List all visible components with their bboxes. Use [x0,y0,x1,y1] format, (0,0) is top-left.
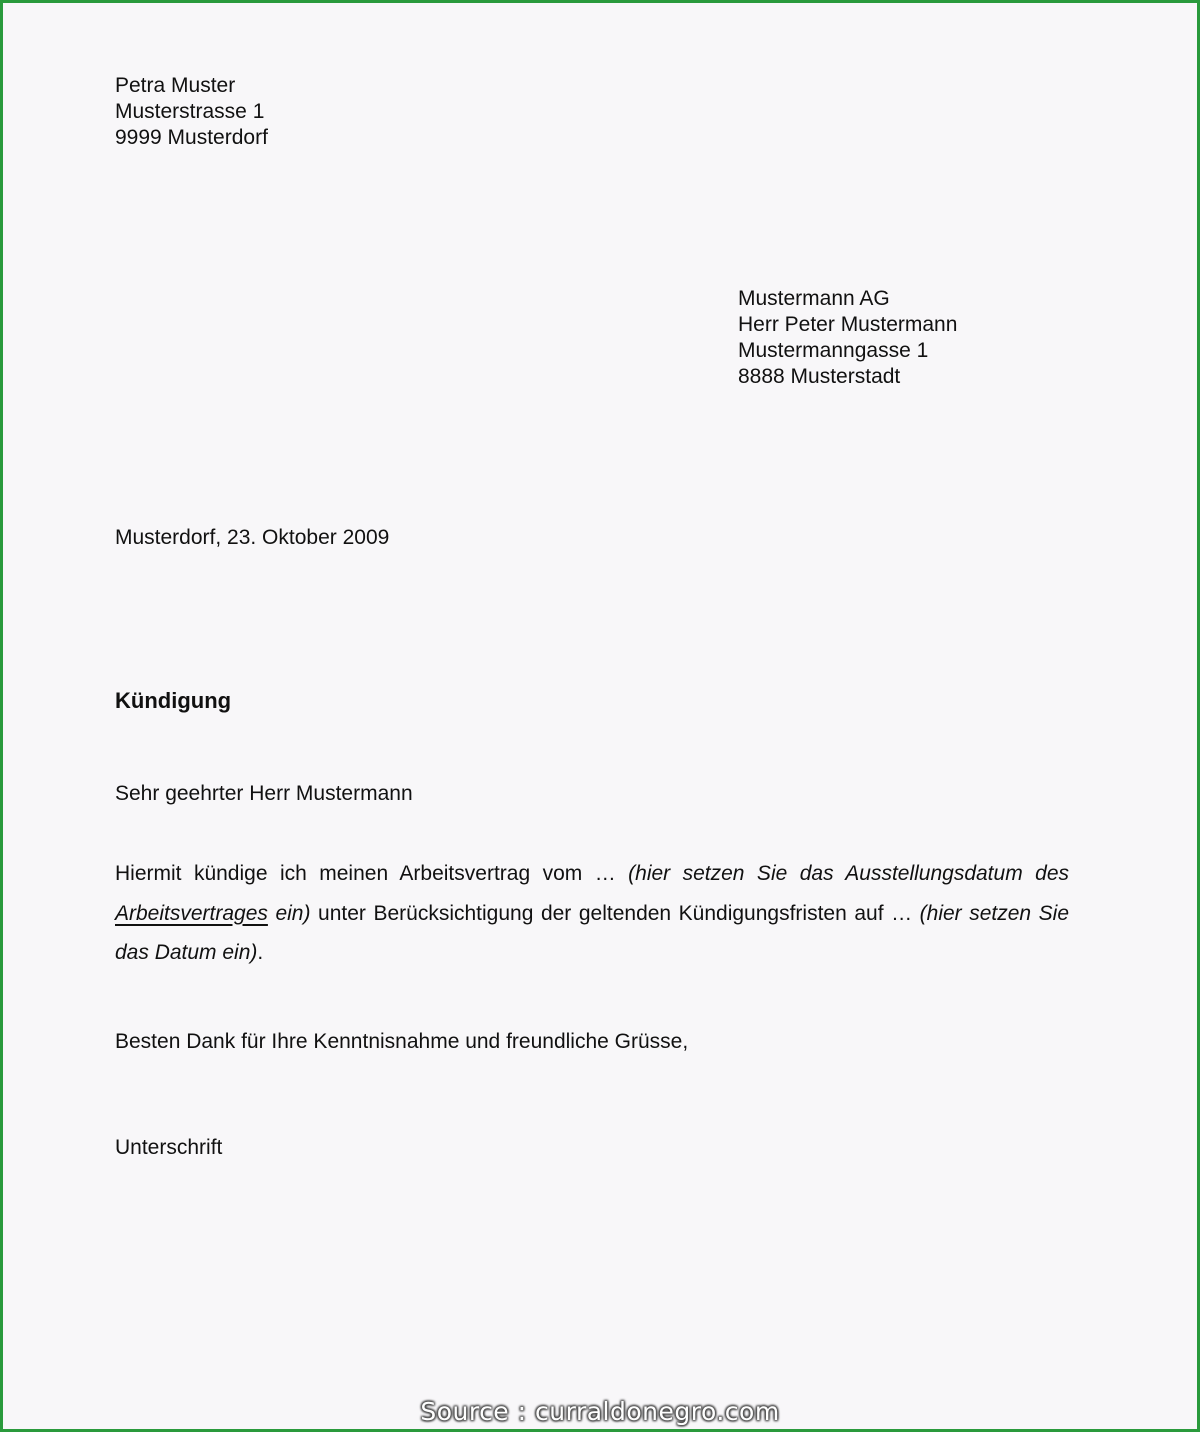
body-italic-3: (hier setzen Sie das Datum ein) [115,901,1070,964]
body-text-3: . [257,941,264,964]
source-watermark: Source : curraldonegro.com [420,1397,780,1426]
recipient-address [738,286,957,390]
signature-line: Unterschrift [115,1136,223,1159]
recipient-street: Mustermanngasse 1 [738,339,929,362]
body-paragraph [115,854,1069,973]
body-text-1: Hiermit kündige ich meinen Arbeitsvertrag vom … [115,862,629,885]
subject-heading: Kündigung [115,688,232,713]
recipient-company: Mustermann AG [738,287,890,310]
salutation: Sehr geehrter Herr Mustermann [115,782,413,805]
sender-city: 9999 Musterdorf [115,126,268,149]
body-text-2: unter Berücksichtigung der geltenden Kündigungsfristen auf … [310,901,920,925]
recipient-person: Herr Peter Mustermann [738,313,958,336]
body-italic-2: ein) [267,901,311,925]
sender-name: Petra Muster [115,74,236,97]
sender-address [115,73,268,151]
closing-line: Besten Dank für Ihre Kenntnisnahme und freundliche Grüsse, [115,1030,689,1053]
date-line: Musterdorf, 23. Oktober 2009 [115,526,390,549]
sender-street: Musterstrasse 1 [115,100,265,123]
recipient-city: 8888 Musterstadt [738,365,901,388]
body-italic-underlined: Arbeitsvertrages [115,901,268,925]
body-italic-1: (hier setzen Sie das Ausstellungsdatum des [628,862,1069,885]
